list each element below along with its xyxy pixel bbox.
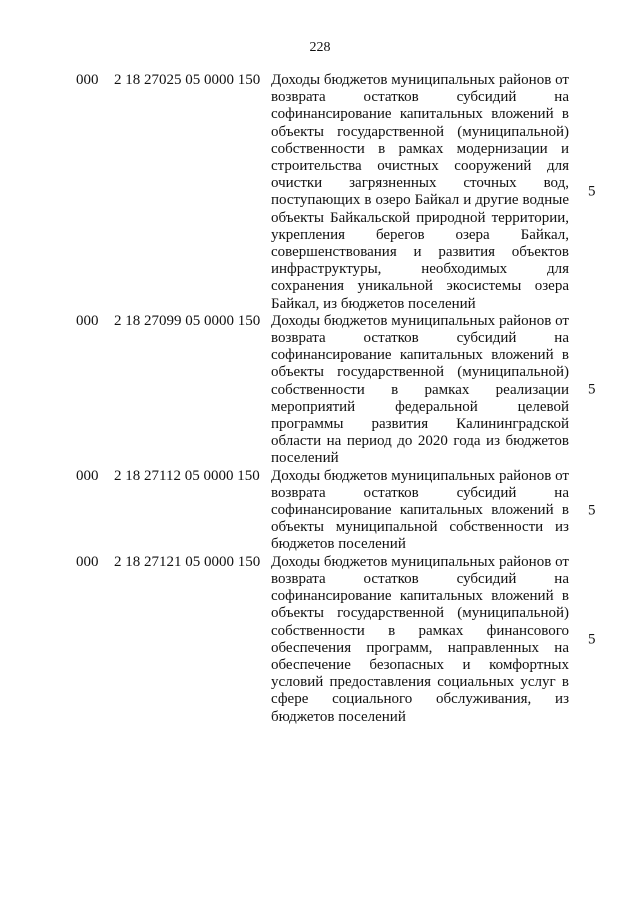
- revenue-table: [0, 72, 640, 726]
- page-number: 228: [309, 40, 331, 55]
- budget-classification-code: 2 18 27099 05 0000 150: [114, 312, 261, 329]
- norm-percent: 5: [588, 381, 596, 398]
- admin-code: 000: [76, 467, 99, 484]
- table-row: [0, 468, 640, 554]
- admin-code: 000: [76, 72, 99, 88]
- budget-classification-code: 2 18 27025 05 0000 150: [114, 72, 261, 88]
- table-row: [0, 72, 640, 313]
- revenue-description: Доходы бюджетов муниципальных районов от возврата остатков субсидий на софинансирование капитальных вложений в объекты государственной (муниципальной) собственности в рамках финансового обеспечения программ, направленных на обеспечение безопасных и комфортных условий предоставления социальных услуг в сфере социального обслуживания, из бюджетов поселений: [271, 553, 569, 725]
- revenue-description: Доходы бюджетов муниципальных районов от возврата остатков субсидий на софинансирование капитальных вложений в объекты муниципальной собственности из бюджетов поселений: [271, 467, 569, 553]
- admin-code: 000: [76, 312, 99, 329]
- norm-percent: 5: [588, 631, 596, 648]
- table-row: [0, 554, 640, 726]
- revenue-description: Доходы бюджетов муниципальных районов от возврата остатков субсидий на софинансирование капитальных вложений в объекты государственной (муниципальной) собственности в рамках модернизации и строительства очистных сооружений для очистки загрязненных сточных вод, поступающих в озеро Байкал и другие водные объекты Байкальской природной территории, укрепления берегов озера Байкал, совершенствования и развития объектов инфраструктуры, необходимых для сохранения уникальной экосистемы озера Байкал, из бюджетов поселений: [271, 72, 569, 312]
- admin-code: 000: [76, 553, 99, 570]
- revenue-description: Доходы бюджетов муниципальных районов от возврата остатков субсидий на софинансирование капитальных вложений в объекты государственной (муниципальной) собственности в рамках реализации мероприятий федеральной целевой программы развития Калининградской области на период до 2020 года из бюджетов поселений: [271, 312, 569, 467]
- norm-percent: 5: [588, 502, 596, 519]
- budget-classification-code: 2 18 27121 05 0000 150: [114, 553, 261, 570]
- norm-percent: 5: [588, 183, 596, 200]
- budget-classification-code: 2 18 27112 05 0000 150: [114, 467, 260, 484]
- table-row: [0, 313, 640, 468]
